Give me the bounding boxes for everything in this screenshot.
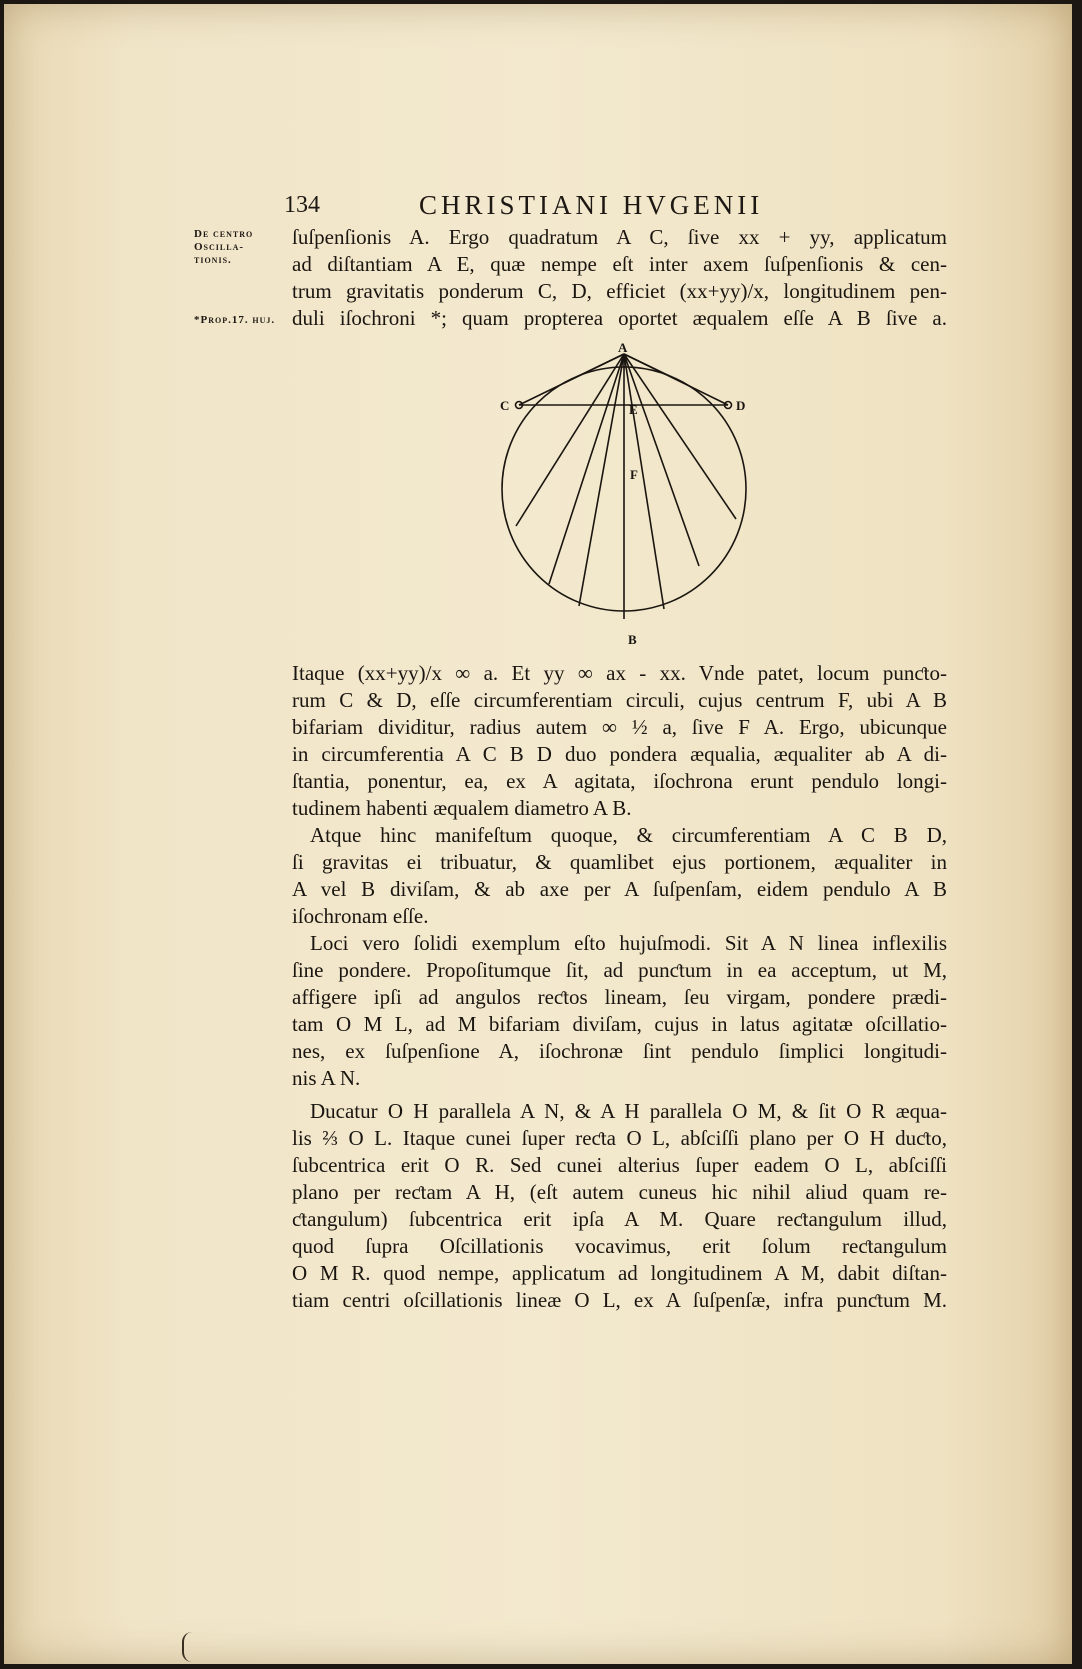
text-line: quod ſupra Oſcillationis vocavimus, erit ſolum reƈtangulum: [292, 1234, 947, 1258]
text-line: ƈtangulum) ſubcentrica erit ipſa A M. Quare reƈtangulum illud,: [292, 1207, 947, 1231]
text-line: ſine pondere. Propoſitumque ſit, ad punƈtum in ea acceptum, ut M,: [292, 958, 947, 982]
label-f: F: [630, 467, 638, 482]
text-line: Atque hinc manifeſtum quoque, & circumferentiam A C B D,: [310, 823, 947, 847]
text-line: ſi gravitas ei tribuatur, & quamlibet ejus portionem, æqualiter in: [292, 850, 947, 874]
margin-note-topic: De centro Oscilla- tionis.: [194, 228, 254, 266]
text-line: O M R. quod nempe, applicatum ad longitudinem A M, dabit diſtan-: [292, 1261, 947, 1285]
label-a: A: [618, 340, 628, 355]
text-line: A vel B diviſam, & ab axe per A ſuſpenſam, eidem pendulo A B: [292, 877, 947, 901]
text-line: Ducatur O H parallela A N, & A H parallela O M, & ſit O R æqua-: [310, 1099, 947, 1123]
text-line: plano per reƈtam A H, (eſt autem cuneus hic nihil aliud quam re-: [292, 1180, 947, 1204]
ink-mark: [182, 1632, 194, 1662]
paragraph-body: [292, 660, 947, 1314]
text-line: tudinem habenti æqualem diametro A B.: [292, 796, 632, 820]
text-line: lis ⅔ O L. Itaque cunei ſuper reƈta O L, abſciſſi plano per O H duƈto,: [292, 1126, 947, 1150]
text-line: affigere ipſi ad angulos reƈtos lineam, ſeu virgam, pondere prædi-: [292, 985, 947, 1009]
text-line: nes, ex ſuſpenſione A, iſochronæ ſint pendulo ſimplici longitudi-: [292, 1039, 947, 1063]
running-title: CHRISTIANI HVGENII: [419, 190, 764, 220]
text-line: ſubcentrica erit O R. Sed cunei alterius ſuper eadem O L, abſciſſi: [292, 1153, 947, 1177]
text-line: Itaque (xx+yy)/x ∞ a. Et yy ∞ ax - xx. Vnde patet, locum punƈto-: [292, 661, 947, 685]
label-b: B: [628, 632, 637, 647]
text-line: duli iſochroni *; quam propterea oportet æqualem eſſe A B ſive a.: [292, 306, 947, 330]
text-line: trum gravitatis ponderum C, D, efficiet (xx+yy)/x, longitudinem pen-: [292, 279, 947, 303]
circle-diagram: [474, 340, 774, 649]
text-line: tiam centri oſcillationis lineæ O L, ex A ſuſpenſæ, infra punƈtum M.: [292, 1288, 947, 1312]
text-line: bifariam dividitur, radius autem ∞ ½ a, ſive F A. Ergo, ubicunque: [292, 715, 947, 739]
text-line: rum C & D, eſſe circumferentiam circuli, cujus centrum F, ubi A B: [292, 688, 947, 712]
text-line: in circumferentia A C B D duo pondera æqualia, æqualiter ab A di-: [292, 742, 947, 766]
page-number: 134: [284, 192, 320, 218]
text-line: tam O M L, ad M bifariam diviſam, cujus in latus agitatæ oſcillatio-: [292, 1012, 947, 1036]
paragraph-intro: [292, 224, 947, 332]
label-e: E: [629, 402, 638, 417]
text-line: Loci vero ſolidi exemplum eſto hujuſmodi. Sit A N linea inflexilis: [310, 931, 947, 955]
text-line: iſochronam eſſe.: [292, 904, 429, 928]
radiating-line: [549, 354, 624, 584]
margin-note-reference: *Prop.17. huj.: [194, 314, 276, 326]
text-line: ſuſpenſionis A. Ergo quadratum A C, ſive xx + yy, applicatum: [292, 225, 947, 249]
text-line: ſtantia, ponentur, ea, ex A agitata, iſochrona erunt pendulo longi-: [292, 769, 947, 793]
radiating-line: [624, 354, 736, 519]
radiating-line: [579, 354, 624, 606]
label-d: D: [736, 398, 746, 413]
text-line: nis A N.: [292, 1066, 361, 1090]
page-header: [284, 190, 944, 224]
book-page: [4, 4, 1072, 1664]
label-c: C: [500, 398, 510, 413]
text-line: ad diſtantiam A E, quæ nempe eſt inter axem ſuſpenſionis & cen-: [292, 252, 947, 276]
